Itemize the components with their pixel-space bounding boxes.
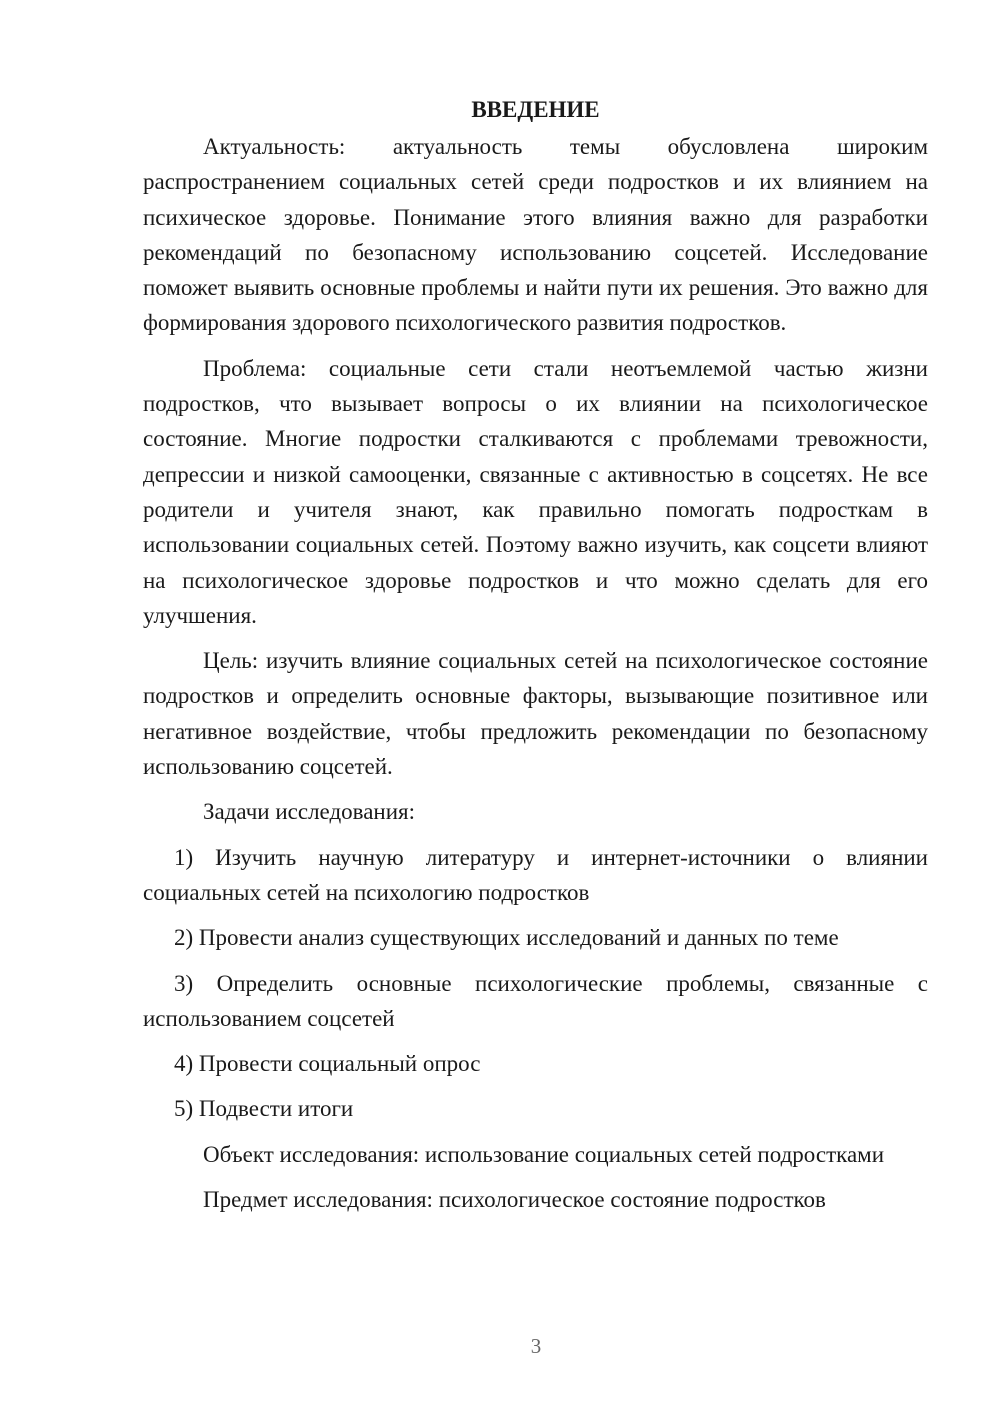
tasks-title: Задачи исследования:	[203, 799, 416, 825]
paragraph-subject: Предмет исследования: психологическое состояние подростков	[203, 1187, 826, 1213]
paragraph-goal: Цель: изучить влияние социальных сетей на психологическое состояние подростков и определить основные факторы, вызывающие позитивное или негативное воздействие, чтобы предложить рекомендации по безопасному использованию соцсетей.	[143, 648, 928, 780]
paragraph-problem: Проблема: социальные сети стали неотъемлемой частью жизни подростков, что вызывает вопросы о их влиянии на психологическое состояние. Многие подростки сталкиваются с проблемами тревожности, депрессии и низкой самооценки, связанные с активностью в соцсетях. Не все родители и учителя знают, как правильно помогать подросткам в использовании социальных сетей. Поэтому важно изучить, как соцсети влияют на психологическое здоровье подростков и что можно сделать для его улучшения.	[143, 355, 928, 628]
task-item-2: 2) Провести анализ существующих исследований и данных по теме	[174, 925, 839, 951]
paragraph-relevance: Актуальность: актуальность темы обусловлена широким распространением социальных сетей среди подростков и их влиянием на психическое здоровье. Понимание этого влияния важно для разработки рекомендаций по безопасному использованию соцсетей. Исследование поможет выявить основные проблемы и найти пути их решения. Это важно для формирования здорового психологического развития подростков.	[143, 134, 928, 336]
task-item-3: 3) Определить основные психологические проблемы, связанные с использованием соцсетей	[143, 970, 928, 1031]
task-item-5: 5) Подвести итоги	[174, 1096, 354, 1122]
paragraph-object: Объект исследования: использование социальных сетей подростками	[203, 1141, 885, 1167]
task-item-1: 1) Изучить научную литературу и интернет-источники о влиянии социальных сетей на психологию подростков	[143, 844, 928, 905]
section-heading: ВВЕДЕНИЕ	[471, 97, 600, 122]
page-number: 3	[530, 1334, 542, 1358]
task-item-4: 4) Провести социальный опрос	[174, 1051, 481, 1077]
document-page	[143, 92, 928, 1217]
